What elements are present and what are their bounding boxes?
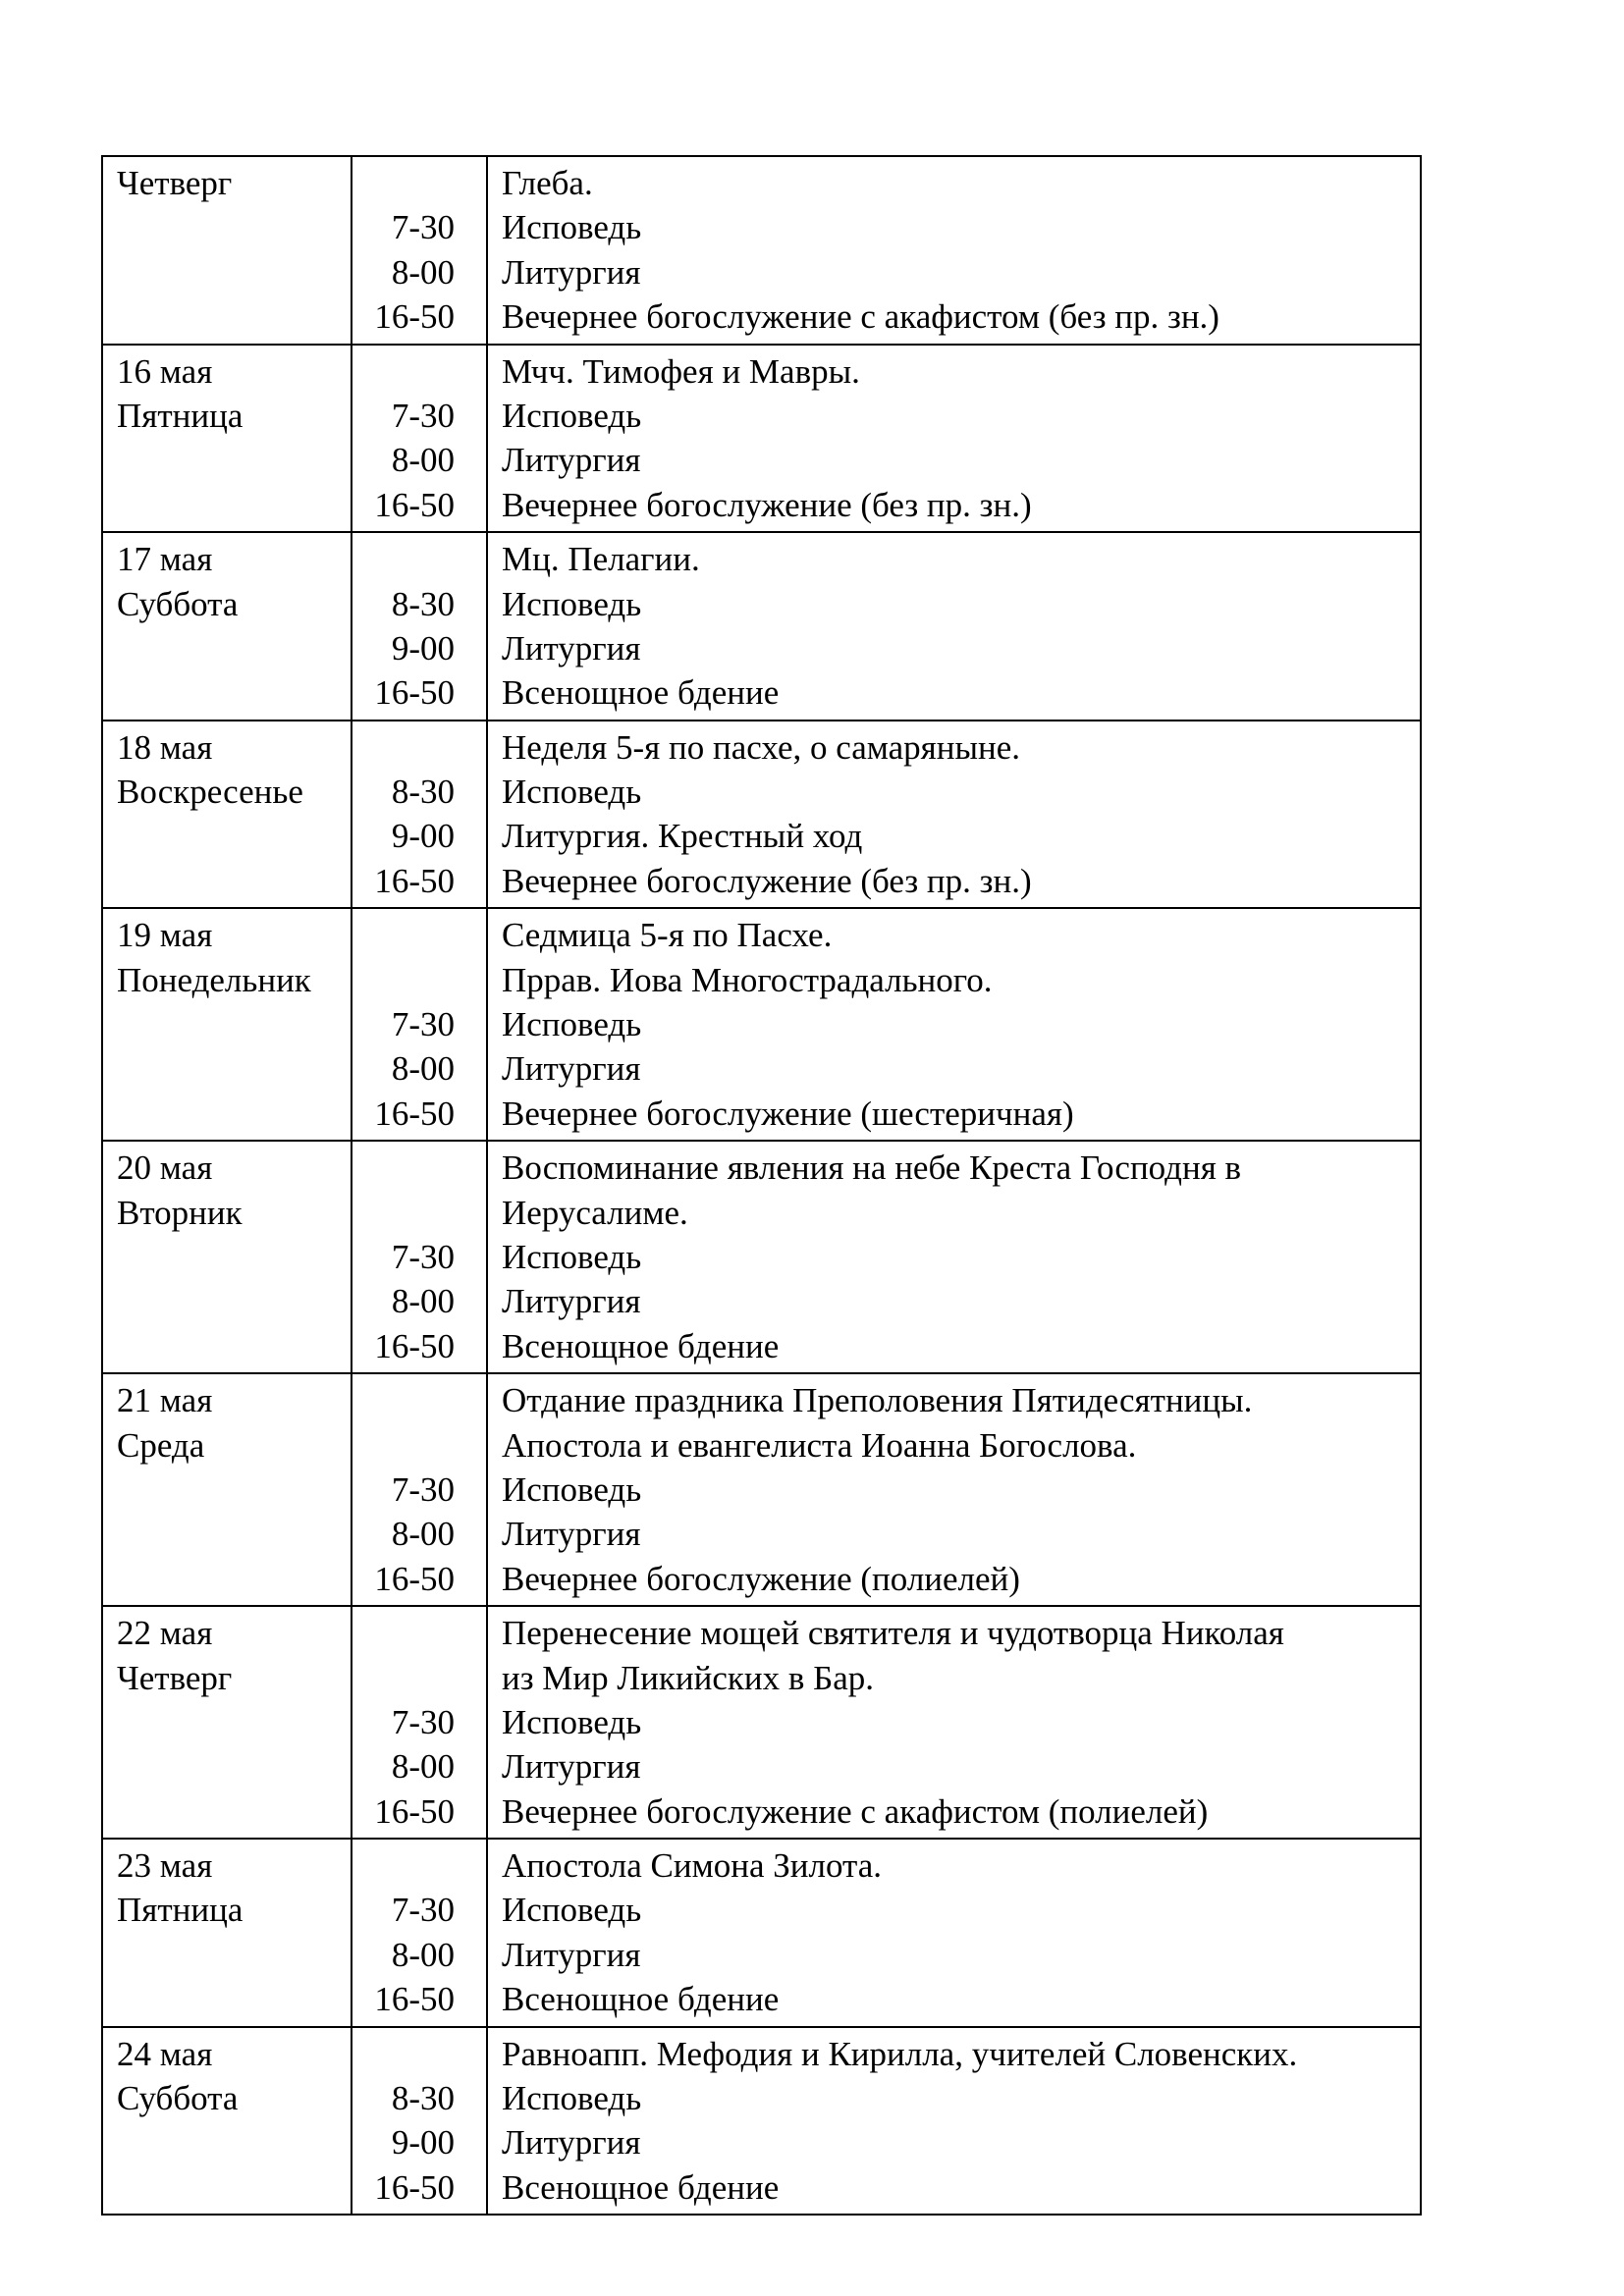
time-cell [352, 1373, 487, 1606]
event-line: Вечернее богослужение (без пр. зн.) [502, 861, 1032, 900]
time-line: 16-50 [374, 1559, 455, 1598]
time-cell [352, 532, 487, 721]
schedule-row [102, 1373, 1421, 1606]
time-cell [352, 721, 487, 909]
time-line [366, 1191, 455, 1235]
time-line: 16-50 [374, 673, 455, 713]
event-line: Литургия [502, 628, 641, 667]
event-line: Глеба. [502, 164, 593, 202]
day-line: Пятница [117, 396, 244, 435]
day-line [117, 1235, 337, 1279]
time-line: 8-30 [391, 2079, 455, 2118]
day-line [117, 438, 337, 482]
event-cell [487, 1373, 1421, 1606]
schedule-row [102, 532, 1421, 721]
time-line: 16-50 [374, 297, 455, 337]
day-line: 17 мая [117, 540, 213, 579]
event-line: Вечернее богослужение с акафистом (полиелей) [502, 1791, 1209, 1831]
day-cell [102, 1373, 352, 1606]
event-line: Иерусалиме. [502, 1193, 688, 1232]
event-line: Мц. Пелагии. [502, 540, 700, 579]
event-line: Перенесение мощей святителя и чудотворца Николая [502, 1614, 1284, 1653]
day-line [117, 1789, 337, 1834]
time-line: 8-00 [391, 252, 455, 292]
time-line [366, 1378, 455, 1422]
schedule-row [102, 1606, 1421, 1839]
day-line [117, 1046, 337, 1091]
event-line: Литургия. Крестный ход [502, 817, 863, 856]
time-line: 8-00 [391, 1935, 455, 1974]
day-cell [102, 721, 352, 909]
day-line [117, 1933, 337, 1977]
schedule-table [101, 155, 1422, 2216]
schedule-row [102, 345, 1421, 533]
time-line: 7-30 [391, 1005, 455, 1044]
day-line: 23 мая [117, 1846, 213, 1886]
event-line: Исповедь [502, 584, 642, 623]
day-line: 19 мая [117, 916, 213, 955]
day-line [117, 205, 337, 249]
event-line: Исповедь [502, 1469, 642, 1509]
day-line [117, 250, 337, 294]
time-line: 8-00 [391, 1049, 455, 1089]
day-line [117, 814, 337, 858]
event-cell [487, 156, 1421, 345]
day-line [117, 1002, 337, 1046]
day-line [117, 1700, 337, 1744]
event-line: Вечернее богослужение (шестеричная) [502, 1094, 1074, 1133]
day-cell [102, 156, 352, 345]
time-line: 8-00 [391, 1515, 455, 1554]
day-line [117, 1977, 337, 2021]
event-cell [487, 1606, 1421, 1839]
day-line: Воскресенье [117, 773, 303, 812]
time-line: 7-30 [391, 396, 455, 435]
day-line [117, 670, 337, 715]
day-line [117, 1744, 337, 1789]
time-line: 7-30 [391, 1702, 455, 1741]
event-line: Всенощное бдение [502, 2167, 780, 2207]
day-cell [102, 345, 352, 533]
day-line [117, 483, 337, 527]
time-line: 9-00 [391, 628, 455, 667]
time-cell [352, 1606, 487, 1839]
schedule-row [102, 908, 1421, 1141]
event-line: Всенощное бдение [502, 673, 780, 713]
event-cell [487, 345, 1421, 533]
time-line: 7-30 [391, 1237, 455, 1276]
event-line: Литургия [502, 2123, 641, 2163]
event-line: Литургия [502, 1747, 641, 1787]
day-line [117, 626, 337, 670]
time-line: 8-00 [391, 1282, 455, 1321]
time-cell [352, 345, 487, 533]
day-line: 22 мая [117, 1614, 213, 1653]
event-line: Апостола Симона Зилота. [502, 1846, 883, 1886]
day-line: Пятница [117, 1891, 244, 1930]
time-line: 16-50 [374, 2167, 455, 2207]
time-cell [352, 1839, 487, 2027]
schedule-body [102, 156, 1421, 2215]
time-line [366, 349, 455, 394]
time-cell [352, 1141, 487, 1373]
time-line: 9-00 [391, 817, 455, 856]
day-line: 20 мая [117, 1148, 213, 1188]
event-line: Воспоминание явления на небе Креста Господня в [502, 1148, 1242, 1188]
day-line [117, 1468, 337, 1512]
day-line [117, 859, 337, 903]
day-line: Среда [117, 1425, 205, 1465]
day-line [117, 1512, 337, 1556]
event-line: Седмица 5-я по Пасхе. [502, 916, 833, 955]
day-line: Понедельник [117, 960, 311, 999]
event-cell [487, 2027, 1421, 2216]
day-line: 21 мая [117, 1381, 213, 1420]
schedule-row [102, 1141, 1421, 1373]
schedule-row [102, 1839, 1421, 2027]
event-line: Равноапп. Мефодия и Кирилла, учителей Словенских. [502, 2034, 1298, 2073]
event-line: Пррав. Иова Многострадального. [502, 960, 993, 999]
time-line: 16-50 [374, 485, 455, 524]
day-line [117, 1279, 337, 1323]
day-line: Суббота [117, 584, 239, 623]
day-cell [102, 908, 352, 1141]
time-line [366, 537, 455, 581]
time-line: 16-50 [374, 1980, 455, 2019]
event-line: Неделя 5-я по пасхе, о самаряныне. [502, 727, 1021, 767]
day-line: 16 мая [117, 351, 213, 391]
time-cell [352, 908, 487, 1141]
time-line: 16-50 [374, 1791, 455, 1831]
time-line [366, 1843, 455, 1888]
time-line [366, 1611, 455, 1655]
time-line [366, 725, 455, 770]
day-line [117, 2165, 337, 2210]
time-cell [352, 156, 487, 345]
event-line: Всенощное бдение [502, 1980, 780, 2019]
event-line: Исповедь [502, 773, 642, 812]
time-line: 8-00 [391, 1747, 455, 1787]
event-cell [487, 721, 1421, 909]
schedule-row [102, 156, 1421, 345]
time-cell [352, 2027, 487, 2216]
day-line [117, 294, 337, 339]
time-line: 16-50 [374, 861, 455, 900]
event-line: из Мир Ликийских в Бар. [502, 1658, 875, 1697]
day-line: 18 мая [117, 727, 213, 767]
event-line: Вечернее богослужение (без пр. зн.) [502, 485, 1032, 524]
event-line: Исповедь [502, 2079, 642, 2118]
event-line: Исповедь [502, 1005, 642, 1044]
time-line [366, 1656, 455, 1700]
day-line: Четверг [117, 164, 233, 202]
time-line: 9-00 [391, 2123, 455, 2163]
event-line: Исповедь [502, 208, 642, 247]
time-line: 8-30 [391, 584, 455, 623]
event-line: Литургия [502, 1515, 641, 1554]
time-line [366, 958, 455, 1002]
event-line: Апостола и евангелиста Иоанна Богослова. [502, 1425, 1137, 1465]
time-line: 8-00 [391, 441, 455, 480]
time-line: 8-30 [391, 773, 455, 812]
schedule-row [102, 721, 1421, 909]
day-line [117, 2120, 337, 2164]
time-line [366, 1146, 455, 1190]
time-line: 7-30 [391, 1469, 455, 1509]
time-line [366, 913, 455, 957]
event-line: Отдание праздника Преполовения Пятидесятницы. [502, 1381, 1253, 1420]
day-cell [102, 1606, 352, 1839]
day-cell [102, 2027, 352, 2216]
day-line: 24 мая [117, 2034, 213, 2073]
event-cell [487, 532, 1421, 721]
event-line: Литургия [502, 252, 641, 292]
time-line [366, 161, 455, 205]
event-line: Вечернее богослужение с акафистом (без пр. зн.) [502, 297, 1219, 337]
event-line: Всенощное бдение [502, 1326, 780, 1365]
day-cell [102, 1839, 352, 2027]
event-line: Исповедь [502, 1891, 642, 1930]
event-cell [487, 1839, 1421, 2027]
day-line [117, 1324, 337, 1368]
event-line: Литургия [502, 441, 641, 480]
time-line [366, 1423, 455, 1468]
day-line: Четверг [117, 1658, 233, 1697]
day-cell [102, 532, 352, 721]
event-line: Исповедь [502, 396, 642, 435]
event-line: Вечернее богослужение (полиелей) [502, 1559, 1020, 1598]
day-line: Суббота [117, 2079, 239, 2118]
time-line: 16-50 [374, 1326, 455, 1365]
time-line [366, 2032, 455, 2076]
day-line [117, 1092, 337, 1136]
time-line: 7-30 [391, 1891, 455, 1930]
day-cell [102, 1141, 352, 1373]
time-line: 7-30 [391, 208, 455, 247]
event-line: Литургия [502, 1049, 641, 1089]
day-line: Вторник [117, 1193, 243, 1232]
event-line: Литургия [502, 1935, 641, 1974]
event-cell [487, 908, 1421, 1141]
event-line: Мчч. Тимофея и Мавры. [502, 351, 860, 391]
time-line: 16-50 [374, 1094, 455, 1133]
day-line [117, 1557, 337, 1601]
schedule-row [102, 2027, 1421, 2216]
event-line: Исповедь [502, 1237, 642, 1276]
event-line: Литургия [502, 1282, 641, 1321]
event-line: Исповедь [502, 1702, 642, 1741]
event-cell [487, 1141, 1421, 1373]
